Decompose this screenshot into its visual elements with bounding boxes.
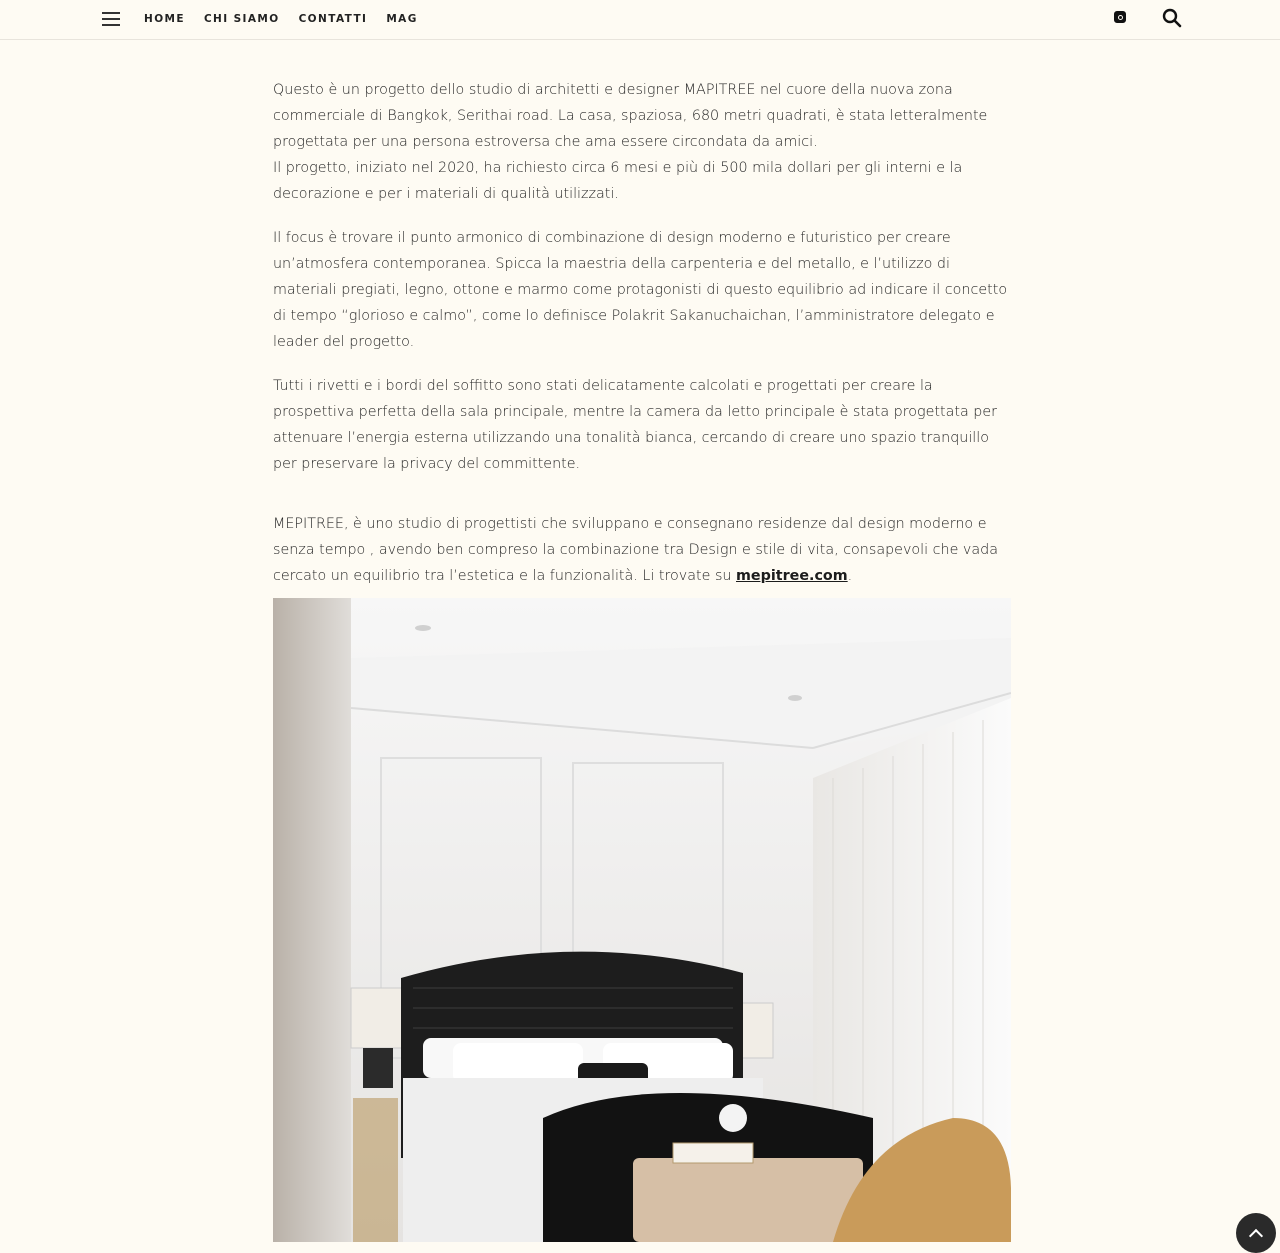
- intro-line-2: Il progetto, iniziato nel 2020, ha richiesto circa 6 mesi e più di 500 mila dollari per gli interni e la decorazione e per i materiali di qualità utilizzati.: [273, 160, 963, 202]
- search-icon[interactable]: [1162, 8, 1182, 28]
- paragraph-studio: [273, 511, 1011, 589]
- back-to-top-button[interactable]: [1236, 1213, 1276, 1253]
- instagram-icon[interactable]: [1114, 11, 1126, 23]
- top-navigation-bar: [0, 0, 1280, 40]
- main-nav: [144, 12, 418, 26]
- nav-item-chi-siamo[interactable]: CHI SIAMO: [203, 13, 280, 25]
- bedroom-illustration: [273, 598, 1011, 1242]
- hamburger-menu-icon[interactable]: [102, 12, 120, 26]
- paragraph-focus: Il focus è trovare il punto armonico di combinazione di design moderno e futuristico per creare un’atmosfera contemporanea. Spicca la maestria della carpenteria e del metallo, e l’utilizzo di materiali pregiati, legno, ottone e marmo come protagonisti di questo equilibrio ad indicare il concetto di tempo “glorioso e calmo”, come lo definisce Polakrit Sakanuchaichan, l’amministratore delegato e leader del progetto.: [273, 230, 1008, 350]
- nav-item-mag[interactable]: MAG: [386, 13, 418, 25]
- paragraph-intro: [273, 77, 1011, 207]
- paragraph-details: Tutti i rivetti e i bordi del soffitto sono stati delicatamente calcolati e progettati per creare la prospettiva perfetta della sala principale, mentre la camera da letto principale è stata progettata per attenuare l’energia esterna utilizzando una tonalità bianca, cercando di creare uno spazio tranquillo per preservare la privacy del committente.: [273, 378, 998, 472]
- bedroom-photo: [273, 598, 1011, 1242]
- intro-line-1: Questo è un progetto dello studio di architetti e designer MAPITREE nel cuore della nuova zona commerciale di Bangkok, Serithai road. La casa, spaziosa, 680 metri quadrati, è stata letteralmente progettata per una persona estroversa che ama essere circondata da amici.: [273, 82, 988, 150]
- studio-text: MEPITREE, è uno studio di progettisti che sviluppano e consegnano residenze dal design moderno e senza tempo , avendo ben compreso la combinazione tra Design e stile di vita, consapevoli che vada cercato un equilibrio tra l’estetica e la funzionalità. Li trovate su: [273, 516, 998, 584]
- studio-text-end: .: [847, 568, 853, 584]
- nav-item-home[interactable]: HOME: [144, 13, 185, 25]
- mepitree-link[interactable]: mepitree.com: [736, 568, 848, 584]
- nav-item-contatti[interactable]: CONTATTI: [298, 13, 368, 25]
- article-body: [273, 77, 1011, 607]
